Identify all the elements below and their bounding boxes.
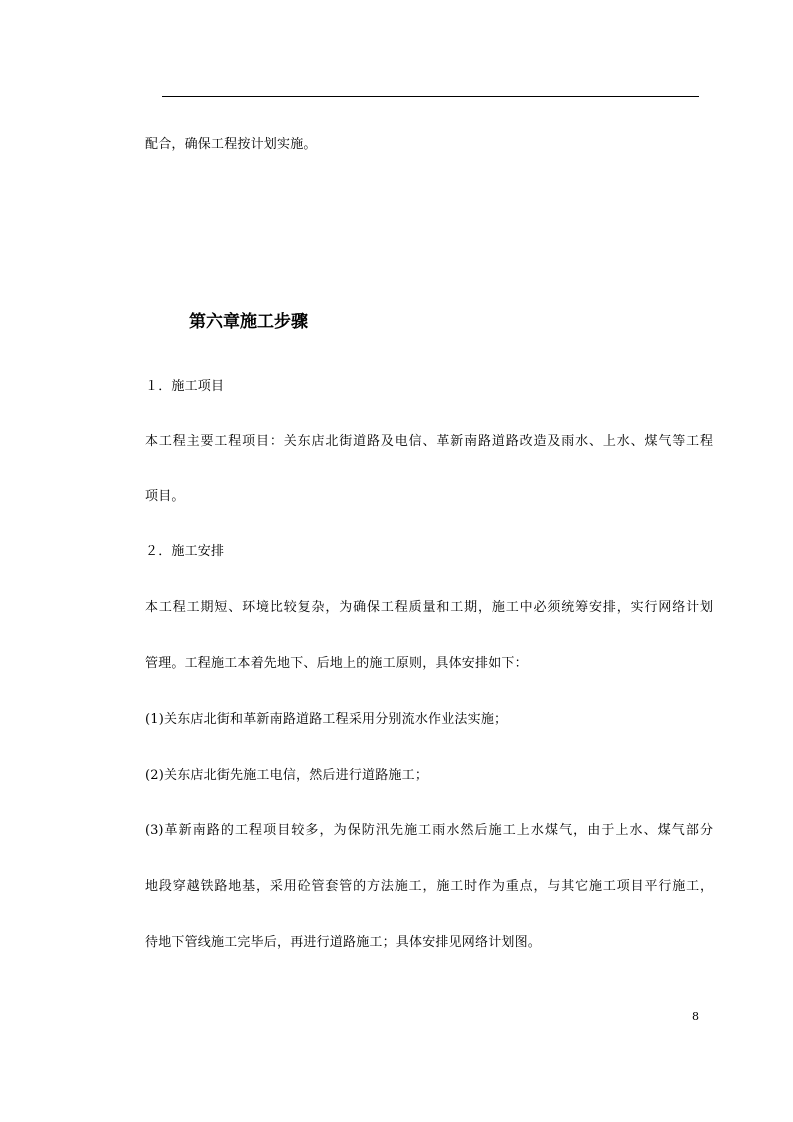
section-heading-2: ２．施工安排 [145, 544, 225, 559]
paragraph-line: 待地下管线施工完毕后，再进行道路施工；具体安排见网络计划图。 [145, 935, 542, 950]
list-item: (3)革新南路的工程项目较多，为保防汛先施工雨水然后施工上水煤气，由于上水、煤气部分 [145, 823, 713, 838]
paragraph-line: 本工程工期短、环境比较复杂，为确保工程质量和工期，施工中必须统筹安排，实行网络计划 [145, 600, 713, 615]
paragraph-line: 本工程主要工程项目：关东店北街道路及电信、革新南路道路改造及雨水、上水、煤气等工程 [145, 434, 713, 449]
page-number: 8 [692, 1010, 699, 1023]
chapter-title: 第六章施工步骤 [189, 312, 308, 332]
section-heading-1: １．施工项目 [145, 379, 225, 394]
continuation-text: 配合，确保工程按计划实施。 [145, 137, 317, 152]
paragraph-line: 项目。 [145, 489, 185, 504]
list-item: (2)关东店北街先施工电信，然后进行道路施工； [145, 768, 429, 783]
paragraph-line: 管理。工程施工本着先地下、后地上的施工原则，具体安排如下： [145, 656, 528, 671]
list-item: (1)关东店北街和革新南路道路工程采用分别流水作业法实施； [145, 712, 508, 727]
header-rule [162, 96, 699, 97]
paragraph-line: 地段穿越铁路地基，采用砼管套管的方法施工，施工时作为重点，与其它施工项目平行施工， [145, 879, 713, 894]
